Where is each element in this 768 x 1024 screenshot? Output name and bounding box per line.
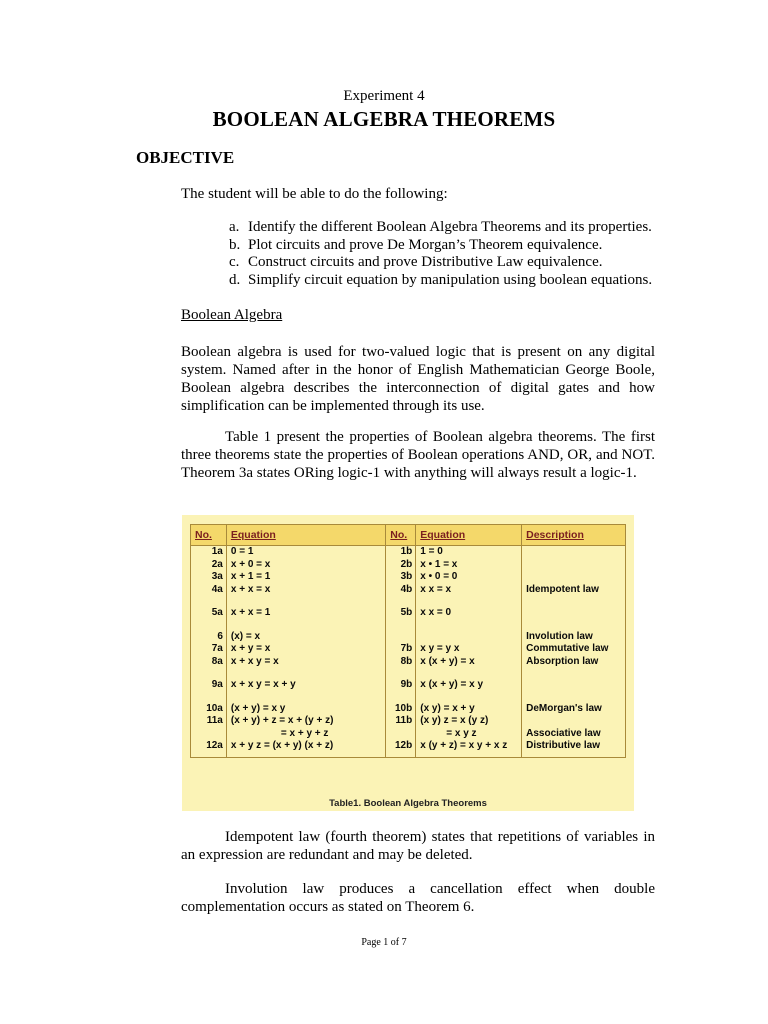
theorem-number: 4b [386,584,416,597]
theorem-number [386,631,416,644]
theorem-number: 3b [386,571,416,584]
theorem-table-figure [182,515,634,811]
table-row [191,703,626,716]
theorem-number [386,728,416,741]
theorem-equation: x + 1 = 1 [226,571,385,584]
header-equation: Equation [226,525,385,546]
table-row [191,571,626,584]
theorem-number: 3a [191,571,227,584]
theorem-number: 6 [191,631,227,644]
paragraph-1: Boolean algebra is used for two-valued logic that is present on any digital system. Named after in the honor of English Mathematician George Boole, Boolean algebra describes the interconnection of digital gates and how simplification can be implemented through its use. [181,344,655,414]
theorem-equation: x (x + y) = x [416,656,522,669]
header-description: Description [522,525,626,546]
theorem-description: DeMorgan's law [522,703,626,716]
theorem-description: Commutative law [522,643,626,656]
theorem-equation: x x = x [416,584,522,597]
theorem-equation: x + x = 1 [226,607,385,620]
table-row [191,656,626,669]
list-letter: c. [229,254,240,270]
theorem-number: 9a [191,679,227,692]
list-item [229,237,652,255]
table-row [191,607,626,620]
table-row [191,715,626,728]
theorem-description [522,715,626,728]
page-number: Page 1 of 7 [361,937,407,948]
theorem-description [522,607,626,620]
table-spacer [191,596,626,607]
table-row [191,584,626,597]
theorem-equation: (x + y) + z = x + (y + z) [226,715,385,728]
theorem-equation: x + y = x [226,643,385,656]
theorem-equation: x (y + z) = x y + x z [416,740,522,757]
table-row [191,643,626,656]
theorem-description: Associative law [522,728,626,741]
table-spacer [191,620,626,631]
objective-heading: OBJECTIVE [136,148,235,167]
theorem-description [522,571,626,584]
experiment-label: Experiment 4 [343,88,425,104]
table-row [191,728,626,741]
theorem-equation: (x) = x [226,631,385,644]
table-row [191,559,626,572]
theorem-number: 11b [386,715,416,728]
paragraph-2: Table 1 present the properties of Boolean algebra theorems. The first three theorems state the properties of Boolean operations AND, OR, and NOT. Theorem 3a states ORing logic-1 with anything will always result a logic-1. [181,429,655,481]
list-text: Construct circuits and prove Distributive Law equivalence. [248,254,603,270]
theorem-equation: = x y z [416,728,522,741]
theorem-number: 8b [386,656,416,669]
theorem-equation: x + x = x [226,584,385,597]
table-spacer [191,692,626,703]
theorem-description [522,546,626,559]
theorem-number: 4a [191,584,227,597]
theorem-number: 2a [191,559,227,572]
theorem-equation: x + x y = x [226,656,385,669]
theorem-equation [416,631,522,644]
paragraph-4: Involution law produces a cancellation effect when double complementation occurs as stated on Theorem 6. [181,881,655,915]
list-letter: d. [229,271,241,288]
theorem-equation: x (x + y) = x y [416,679,522,692]
theorem-equation: x • 1 = x [416,559,522,572]
theorem-equation: 0 = 1 [226,546,385,559]
table-row [191,740,626,757]
theorem-number: 7a [191,643,227,656]
theorem-equation: x + x y = x + y [226,679,385,692]
list-text: Simplify circuit equation by manipulation using boolean equations. [248,271,653,288]
page-title: BOOLEAN ALGEBRA THEOREMS [212,107,556,131]
theorem-number: 10b [386,703,416,716]
table-caption: Table1. Boolean Algebra Theorems [329,798,487,809]
objective-intro: The student will be able to do the following: [181,186,448,202]
theorem-equation: x + y z = (x + y) (x + z) [226,740,385,757]
theorem-description: Absorption law [522,656,626,669]
list-item [229,219,652,237]
table-spacer [191,668,626,679]
list-item [229,272,652,290]
header-equation-2: Equation [416,525,522,546]
theorem-equation: (x y) = x + y [416,703,522,716]
theorem-description: Involution law [522,631,626,644]
list-text: Plot circuits and prove De Morgan’s Theorem equivalence. [248,236,603,253]
theorem-description [522,559,626,572]
theorem-equation: x • 0 = 0 [416,571,522,584]
list-item [229,254,652,272]
theorem-number: 9b [386,679,416,692]
theorem-equation: 1 = 0 [416,546,522,559]
theorem-number: 1a [191,546,227,559]
theorem-number: 12a [191,740,227,757]
theorem-number: 1b [386,546,416,559]
theorem-number [191,728,227,741]
objective-list [229,219,652,289]
paragraph-3: Idempotent law (fourth theorem) states that repetitions of variables in an expression are redundant and may be deleted. [181,829,655,863]
list-text: Identify the different Boolean Algebra Theorems and its properties. [248,219,652,235]
theorem-description: Distributive law [522,740,626,757]
header-no-2: No. [386,525,416,546]
list-letter: a. [229,219,240,235]
theorem-equation: x + 0 = x [226,559,385,572]
theorem-equation: = x + y + z [226,728,385,741]
header-no: No. [191,525,227,546]
theorem-number: 11a [191,715,227,728]
theorem-description: Idempotent law [522,584,626,597]
table-row [191,546,626,559]
table-row [191,679,626,692]
theorem-description [522,679,626,692]
table-row [191,631,626,644]
table-header-row [191,525,626,546]
list-letter: b. [229,236,241,253]
theorem-number: 7b [386,643,416,656]
section-heading: Boolean Algebra [181,307,283,323]
theorem-equation: x y = y x [416,643,522,656]
theorem-number: 8a [191,656,227,669]
theorem-number: 10a [191,703,227,716]
theorem-table [190,524,626,758]
theorem-equation: (x y) z = x (y z) [416,715,522,728]
theorem-number: 5a [191,607,227,620]
theorem-number: 12b [386,740,416,757]
theorem-number: 5b [386,607,416,620]
theorem-equation: (x + y) = x y [226,703,385,716]
theorem-number: 2b [386,559,416,572]
theorem-equation: x x = 0 [416,607,522,620]
